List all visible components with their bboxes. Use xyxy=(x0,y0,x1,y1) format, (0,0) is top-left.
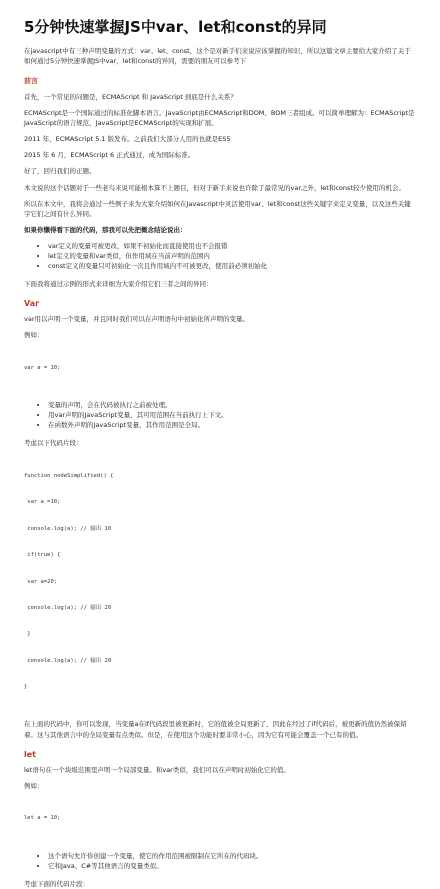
code-line: console.log(a); // 输出 20 xyxy=(24,657,112,664)
paragraph-6: 本文说的这个话题对于一些老鸟来说可能根本算不上题目，但对于新手来说也许除了最常见的var之外，let和const较少使用的机会。 xyxy=(24,183,405,192)
var-heading: Var xyxy=(24,299,40,308)
paragraph-4: 2015 年 6 月，ECMAScript 6 正式通过，成为国际标准。 xyxy=(24,151,195,160)
paragraph-12: 在上面的代码中，你可以发现，当变量a在if代码段里被更新时，它的值被全局更新了，因此在经过了if代码后，被更新的值仍然被保留着。这与其他语言中的全局变量有点类似。但是，在使用这个功能时要非常小心，因为它有可能会覆盖一个已有的值。 xyxy=(24,720,407,739)
preface-heading: 前言 xyxy=(24,77,38,86)
paragraph-14: 考虑下面的代码片段： xyxy=(24,879,89,888)
intro-paragraph: 在javascript中有三种声明变量的方式：var、let、const，这个是对新手们来说应该掌握的知识，所以这篇文章主要给大家介绍了关于如何通过5分钟快速掌握JS中var，let和const的异同，需要的朋友可以参考下 xyxy=(24,47,411,66)
list-item: • var定义的变量可被更改，如果不初始化而直接使用也不会报错 xyxy=(48,241,416,251)
code-line: function nodeSimplified() { xyxy=(24,472,114,479)
paragraph-5: 好了，回归我们的正题。 xyxy=(24,167,96,176)
example-label: 例如： xyxy=(24,331,44,340)
code-line: var a=20; xyxy=(24,578,58,585)
paragraph-2: ECMAScript是一个国际通过的标准化脚本语言。JavaScript由ECMAScript和DOM、BOM三者组成。可以简单理解为：ECMAScript是JavaScript的语言规范，JavaScript是ECMAScript的实现和扩展。 xyxy=(24,109,415,128)
code-block-2 xyxy=(24,454,416,709)
list-item: • 它和Java、C#等其他语言的变量类似。 xyxy=(48,861,416,871)
list-item: • 在函数外声明的JavaScript变量，其作用范围是全局。 xyxy=(48,420,416,430)
var-notes-list xyxy=(24,400,416,430)
list-item: • 这个语句允许你创建一个变量，使它的作用范围被限制在它所在的代码块。 xyxy=(48,851,416,861)
paragraph-9: 下面我将通过示例的形式来详细为大家介绍它们三者之间的异同： xyxy=(24,279,213,288)
list-item: • 变量的声明，会在代码被执行之前被处理。 xyxy=(48,400,416,410)
code-line: } xyxy=(24,631,31,638)
let-notes-list xyxy=(24,851,416,871)
paragraph-10: var用以声明一个变量，并且同时我们可以在声明语句中初始化所声明的变量。 xyxy=(24,315,250,323)
code-line: } xyxy=(24,684,28,691)
paragraph-7: 所以在本文中，我将会通过一些例子来为大家介绍如何在Javascript中灵活使用var、let和const这些关键字来定义变量，以及这些关键字它们之间有什么异同。 xyxy=(24,199,411,218)
code-line: if(true) { xyxy=(24,552,61,559)
list-item: • let定义的变量和var类似，但作用域在当前声明的范围内 xyxy=(48,251,416,261)
summary-intro: 如果你懒得看下面的代码，那我可以先把概念结论说出： xyxy=(24,225,187,234)
example-label: 例如： xyxy=(24,781,44,790)
let-heading: let xyxy=(24,749,36,759)
code-line: var a = 10; xyxy=(24,364,61,371)
code-block-1 xyxy=(24,346,416,390)
summary-list xyxy=(24,241,416,271)
paragraph-11: 考虑以下代码片段： xyxy=(24,439,83,448)
code-line: console.log(a); // 输出 10 xyxy=(24,525,112,532)
code-line: console.log(a); // 输出 20 xyxy=(24,604,112,611)
article-title: 5分钟快速掌握JS中var、let和const的异同 xyxy=(24,18,327,36)
code-line: var a =10; xyxy=(24,499,61,506)
list-item: • const定义的变量只可初始化一次且作用域内不可被更改，使用前必须初始化 xyxy=(48,261,416,271)
paragraph-3: 2011 年，ECMAScript 5.1 版发布。之前我们大部分人用的也就是ES5 xyxy=(24,135,231,144)
list-item: • 用var声明的JavaScript变量，其可用范围在当前执行上下文。 xyxy=(48,410,416,420)
paragraph-13: let语句在一个块级范围里声明一个局部变量。和var类似，我们可以在声明时初始化它的值。 xyxy=(24,765,290,774)
paragraph-1: 首先，一个常见的问题是，ECMAScript 和 JavaScript 到底是什么关系？ xyxy=(24,93,237,102)
code-line: let a = 10; xyxy=(24,815,61,822)
code-block-3 xyxy=(24,797,416,841)
